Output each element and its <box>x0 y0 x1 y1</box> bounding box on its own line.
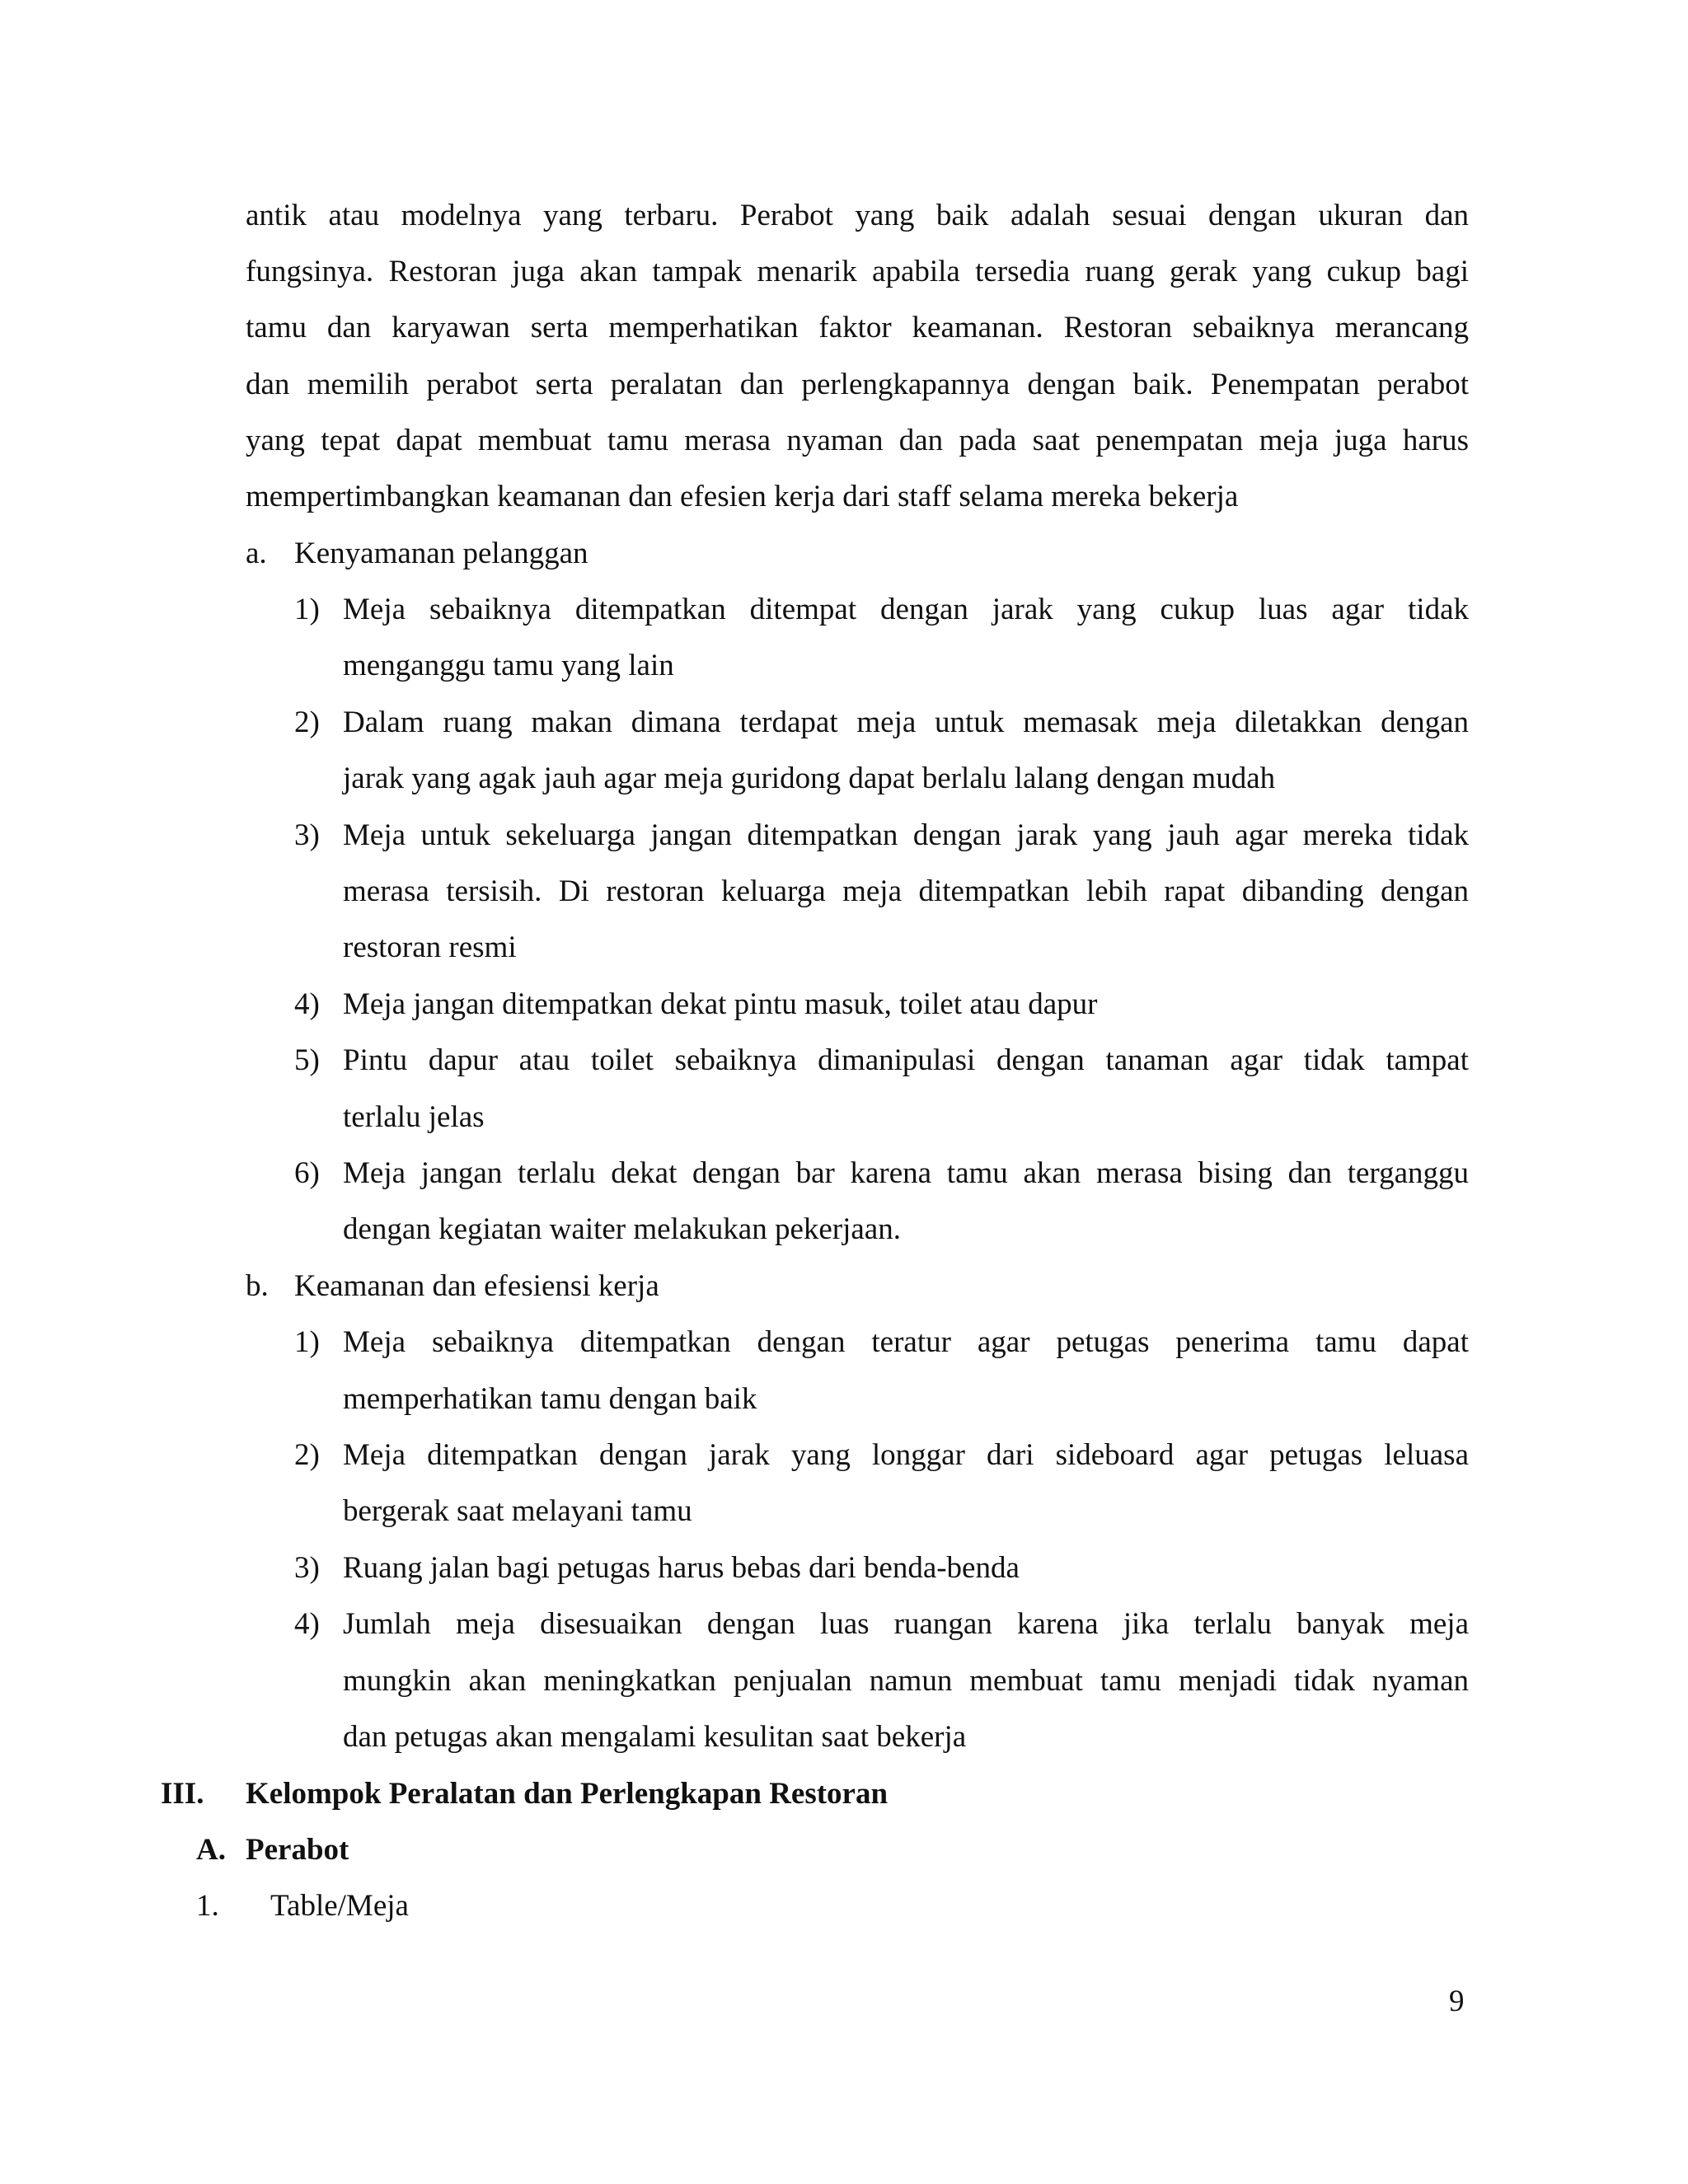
list-item-text: restoran resmi <box>343 930 517 964</box>
list-item-text: Meja jangan terlalu dekat dengan bar karena tamu akan merasa bising dan terganggu <box>343 1156 1469 1190</box>
list-item-number: 3) <box>294 818 320 852</box>
list-item-text: Ruang jalan bagi petugas harus bebas dari benda-benda <box>343 1551 1020 1585</box>
subsection-letter: A. <box>196 1833 226 1867</box>
intro-line: tamu dan karyawan serta memperhatikan faktor keamanan. Restoran sebaiknya merancang <box>246 311 1469 344</box>
intro-line: antik atau modelnya yang terbaru. Perabot yang baik adalah sesuai dengan ukuran dan <box>246 199 1469 232</box>
list-item-text: Jumlah meja disesuaikan dengan luas ruangan karena jika terlalu banyak meja <box>343 1607 1469 1641</box>
list-item-text: mungkin akan meningkatkan penjualan namun membuat tamu menjadi tidak nyaman <box>343 1664 1469 1698</box>
list-item-text: Meja untuk sekeluarga jangan ditempatkan dengan jarak yang jauh agar mereka tidak <box>343 818 1469 852</box>
list-item-number: 2) <box>294 705 320 739</box>
subsection-title: Perabot <box>246 1833 349 1867</box>
list-item-number: 1) <box>294 593 320 626</box>
chapter-numeral: III. <box>161 1777 204 1811</box>
list-item-text: Pintu dapur atau toilet sebaiknya dimanipulasi dengan tanaman agar tidak tampat <box>343 1043 1469 1077</box>
list-item-number: 5) <box>294 1043 320 1077</box>
intro-line: fungsinya. Restoran juga akan tampak menarik apabila tersedia ruang gerak yang cukup bagi <box>246 255 1469 288</box>
section-b-title: Keamanan dan efesiensi kerja <box>294 1269 659 1303</box>
intro-line: mempertimbangkan keamanan dan efesien kerja dari staff selama mereka bekerja <box>246 480 1239 513</box>
chapter-title: Kelompok Peralatan dan Perlengkapan Restoran <box>246 1777 889 1811</box>
intro-line: dan memilih perabot serta peralatan dan perlengkapannya dengan baik. Penempatan perabot <box>246 368 1469 401</box>
list-item-text: Meja jangan ditempatkan dekat pintu masuk, toilet atau dapur <box>343 987 1098 1021</box>
numbered-item-text: Table/Meja <box>270 1889 409 1923</box>
page-number: 9 <box>1449 1985 1465 2018</box>
list-item-text: menganggu tamu yang lain <box>343 649 674 682</box>
list-item-text: Meja sebaiknya ditempatkan ditempat dengan jarak yang cukup luas agar tidak <box>343 593 1469 626</box>
list-item-text: dan petugas akan mengalami kesulitan saat bekerja <box>343 1720 967 1754</box>
list-item-text: dengan kegiatan waiter melakukan pekerjaan. <box>343 1212 901 1246</box>
list-item-text: merasa tersisih. Di restoran keluarga meja ditempatkan lebih rapat dibanding dengan <box>343 874 1469 908</box>
numbered-item-number: 1. <box>196 1889 219 1923</box>
section-a-title: Kenyamanan pelanggan <box>294 537 588 570</box>
list-item-text: bergerak saat melayani tamu <box>343 1494 692 1528</box>
list-item-text: Meja ditempatkan dengan jarak yang longgar dari sideboard agar petugas leluasa <box>343 1438 1469 1472</box>
list-item-number: 4) <box>294 987 320 1021</box>
list-item-text: Dalam ruang makan dimana terdapat meja untuk memasak meja diletakkan dengan <box>343 705 1469 739</box>
intro-line: yang tepat dapat membuat tamu merasa nyaman dan pada saat penempatan meja juga harus <box>246 424 1469 457</box>
list-item-number: 2) <box>294 1438 320 1472</box>
section-a-marker: a. <box>246 537 267 570</box>
list-item-text: terlalu jelas <box>343 1100 485 1134</box>
list-item-number: 4) <box>294 1607 320 1641</box>
list-item-text: jarak yang agak jauh agar meja guridong dapat berlalu lalang dengan mudah <box>343 762 1276 795</box>
list-item-text: memperhatikan tamu dengan baik <box>343 1382 757 1416</box>
list-item-number: 3) <box>294 1551 320 1585</box>
list-item-number: 6) <box>294 1156 320 1190</box>
section-b-marker: b. <box>246 1269 269 1303</box>
list-item-number: 1) <box>294 1325 320 1359</box>
list-item-text: Meja sebaiknya ditempatkan dengan teratur agar petugas penerima tamu dapat <box>343 1325 1469 1359</box>
